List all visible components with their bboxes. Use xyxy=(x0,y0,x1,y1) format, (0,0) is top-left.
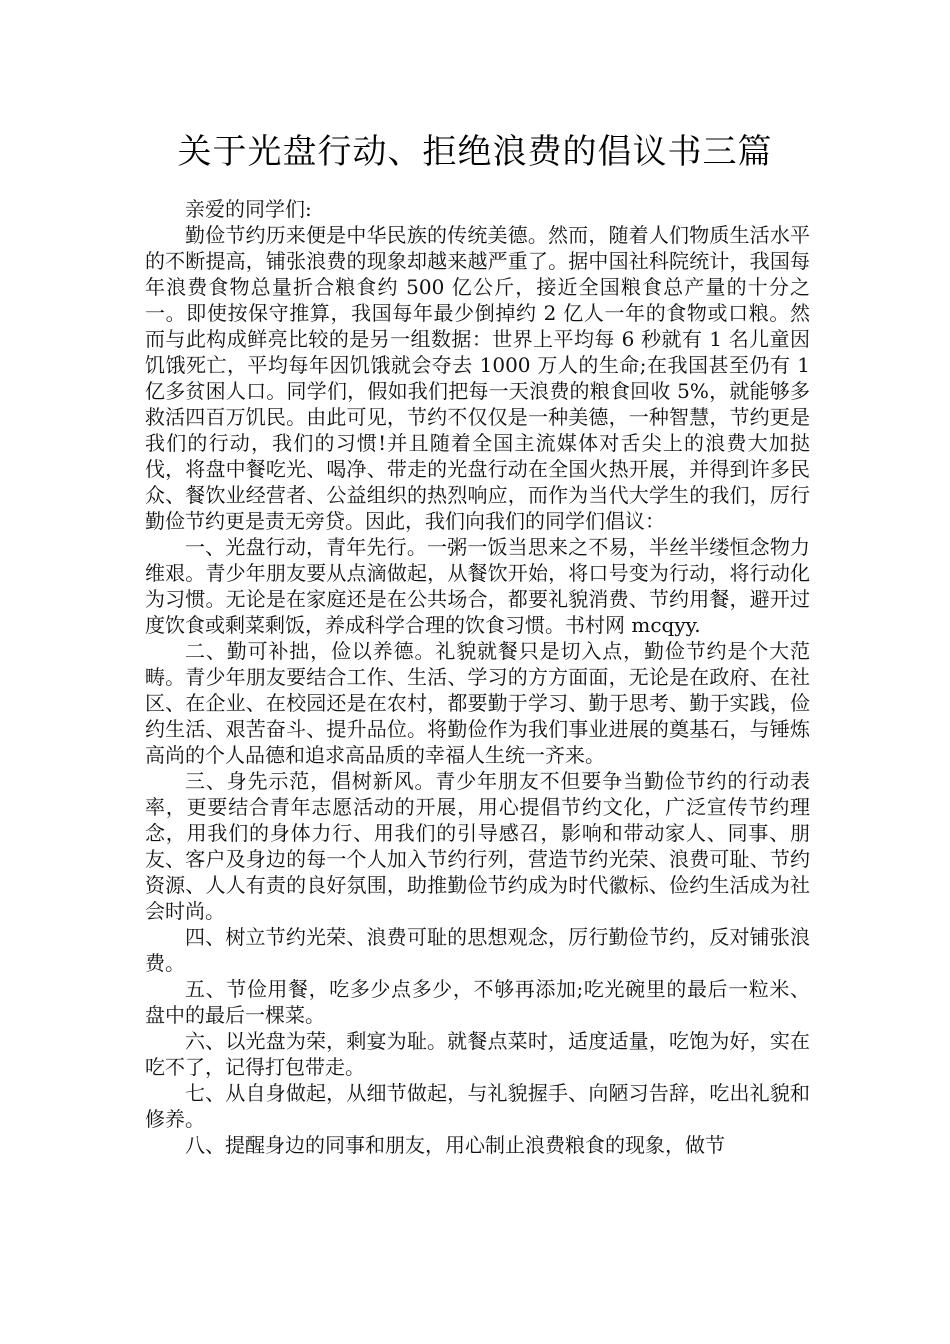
paragraph-proposal-3: 三、身先示范，倡树新风。青少年朋友不但要争当勤俭节约的行动表率，更要结合青年志愿活动的开展，用心提倡节约文化，广泛宣传节约理念，用我们的身体力行、用我们的引导感召，影响和带动家人、同事、朋友、客户及身边的每一个人加入节约行列，营造节约光荣、浪费可耻、节约资源、人人有责的良好氛围，助推勤俭节约成为时代徽标、俭约生活成为社会时尚。 xyxy=(145,769,810,923)
greeting-line: 亲爱的同学们: xyxy=(185,197,312,221)
document-title: 关于光盘行动、拒绝浪费的倡议书三篇 xyxy=(177,132,773,172)
paragraph-proposal-2: 二、勤可补拙，俭以养德。礼貌就餐只是切入点，勤俭节约是个大范畴。青少年朋友要结合工作、生活、学习的方方面面，无论是在政府、在社区、在企业、在校园还是在农村，都要勤于学习、勤于思考、勤于实践，俭约生活、艰苦奋斗、提升品位。将勤俭作为我们事业进展的奠基石，与锤炼高尚的个人品德和追求高品质的幸福人生统一齐来。 xyxy=(145,639,810,767)
paragraph-proposal-7: 七、从自身做起，从细节做起，与礼貌握手、向陋习告辞，吃出礼貌和修养。 xyxy=(145,1081,810,1131)
paragraph-proposal-1: 一、光盘行动，青年先行。一粥一饭当思来之不易，半丝半缕恒念物力维艰。青少年朋友要从点滴做起，从餐饮开始，将口号变为行动，将行动化为习惯。无论是在家庭还是在公共场合，都要礼貌消费、节约用餐，避开过度饮食或剩菜剩饭，养成科学合理的饮食习惯。书村网 mcqyy. xyxy=(145,535,810,637)
paragraph-proposal-6: 六、以光盘为荣，剩宴为耻。就餐点菜时，适度适量，吃饱为好，实在吃不了，记得打包带走。 xyxy=(145,1029,810,1079)
paragraph-proposal-8: 八、提醒身边的同事和朋友，用心制止浪费粮食的现象，做节 xyxy=(185,1133,725,1157)
paragraph-proposal-5: 五、节俭用餐，吃多少点多少，不够再添加;吃光碗里的最后一粒米、盘中的最后一棵菜。 xyxy=(145,977,810,1027)
paragraph-proposal-4: 四、树立节约光荣、浪费可耻的思想观念，厉行勤俭节约，反对铺张浪费。 xyxy=(145,925,810,975)
paragraph-intro: 勤俭节约历来便是中华民族的传统美德。然而，随着人们物质生活水平的不断提高，铺张浪费的现象却越来越严重了。据中国社科院统计，我国每年浪费食物总量折合粮食约 500 亿公斤，接近全国粮食总产量的十分之一。即使按保守推算，我国每年最少倒掉约 2 亿人一年的食物或口粮。然而与此构成鲜亮比较的是另一组数据：世界上平均每 6 秒就有 1 名儿童因饥饿死亡，平均每年因饥饿就会夺去 1000 万人的生命;在我国甚至仍有 1 亿多贫困人口。同学们，假如我们把每一天浪费的粮食回收 5%，就能够多救活四百万饥民。由此可见，节约不仅仅是一种美德，一种智慧，节约更是我们的行动，我们的习惯!并且随着全国主流媒体对舌尖上的浪费大加挞伐，将盘中餐吃光、喝净、带走的光盘行动在全国火热开展，并得到许多民众、餐饮业经营者、公益组织的热烈响应，而作为当代大学生的我们，厉行勤俭节约更是责无旁贷。因此，我们向我们的同学们倡议： xyxy=(145,223,810,533)
document-body xyxy=(145,196,810,1158)
